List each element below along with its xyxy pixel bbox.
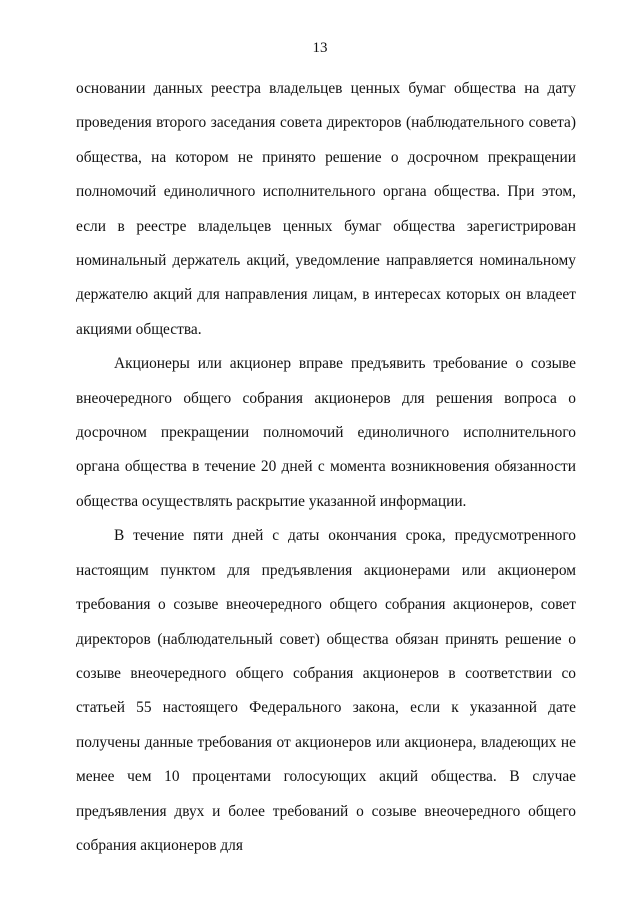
page-number: 13 [312,40,328,56]
paragraph-board-decision: В течение пяти дней с даты окончания срока, предусмотренного настоящим пунктом для предъявления акционерами или акционером требования о созыве внеочередного общего собрания акционеров, совет директоров (наблюдательный совет) общества обязан принять решение о созыве внеочередного общего собрания акционеров в соответствии со статьей 55 настоящего Федерального закона, если к указанной дате получены данные требования от акционеров или акционера, владеющих не менее чем 10 процентами голосующих акций общества. В случае предъявления двух и более требований о созыве внеочередного общего собрания акционеров для [76,527,576,854]
paragraph-shareholders-right: Акционеры или акционер вправе предъявить требование о созыве внеочередного общего собрания акционеров для решения вопроса о досрочном прекращении полномочий единоличного исполнительного органа общества в течение 20 дней с момента возникновения обязанности общества осуществлять раскрытие указанной информации. [76,355,576,510]
paragraph-continuation: основании данных реестра владельцев ценных бумаг общества на дату проведения второго заседания совета директоров (наблюдательного совета) общества, на котором не принято решение о досрочном прекращении полномочий единоличного исполнительного органа общества. При этом, если в реестре владельцев ценных бумаг общества зарегистрирован номинальный держатель акций, уведомление направляется номинальному держателю акций для направления лицам, в интересах которых он владеет акциями общества. [76,80,576,338]
document-body [76,72,576,863]
